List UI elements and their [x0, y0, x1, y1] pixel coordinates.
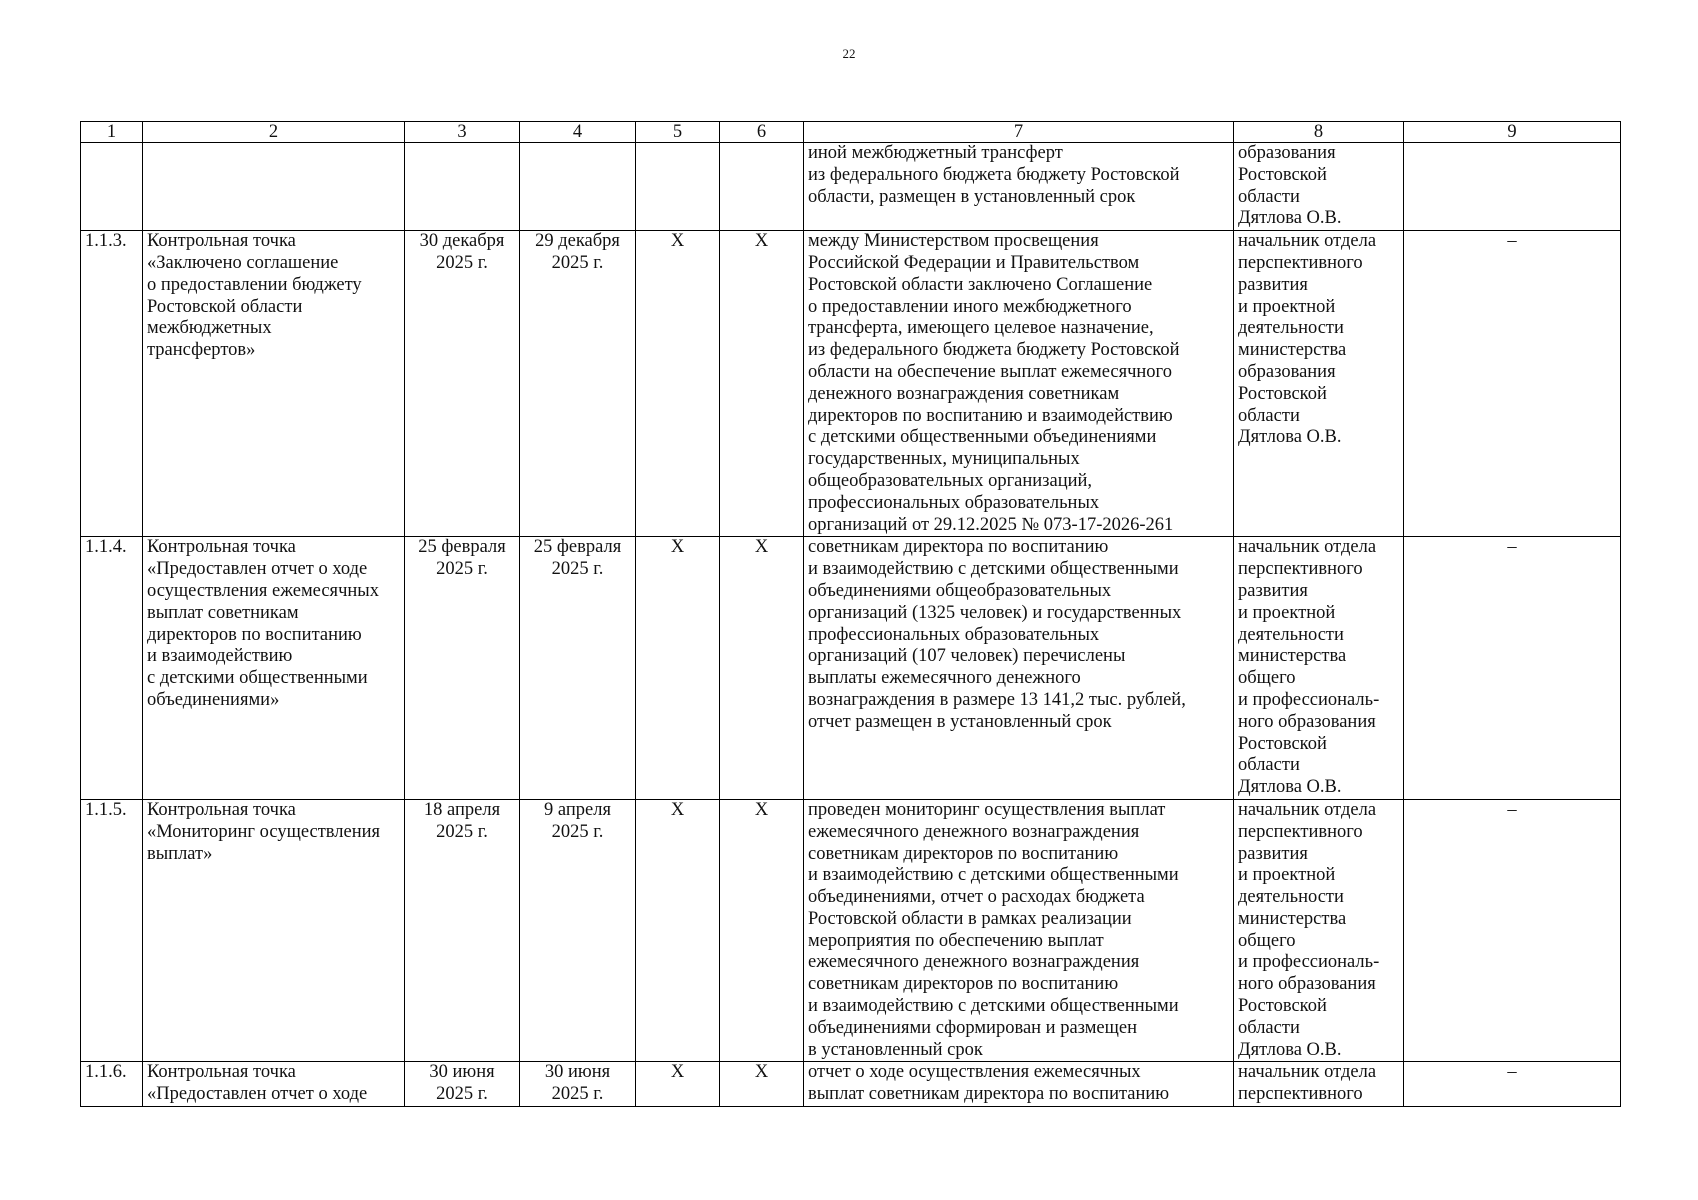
column-header: 2 [143, 122, 405, 143]
result-text: проведен мониторинг осуществления выплат ежемесячного денежного вознаграждения советникам директоров по воспитанию и взаимодействию с детскими общественными объединениями, отчет о расходах бюджета Ростовской области в рамках реализации мероприятия по обеспечению выплат ежемесячного денежного вознаграждения советникам директоров по воспитанию и взаимодействию с детскими общественными объединениями сформирован и размещен в установленный срок [804, 799, 1234, 1062]
plan-date: 30 декабря 2025 г. [405, 231, 520, 537]
fact-date: 29 декабря 2025 г. [520, 231, 636, 537]
control-point-name: Контрольная точка «Мониторинг осуществления выплат» [143, 799, 405, 1062]
table-row [81, 143, 1621, 231]
table-row [81, 799, 1621, 1062]
column-header: 3 [405, 122, 520, 143]
column-header: 9 [1404, 122, 1621, 143]
table-row [81, 231, 1621, 537]
column-header: 6 [720, 122, 804, 143]
column-header: 1 [81, 122, 143, 143]
plan-date: 25 февраля 2025 г. [405, 537, 520, 800]
column-6-value: X [720, 231, 804, 537]
column-header: 5 [636, 122, 720, 143]
responsible-person: начальник отдела перспективного [1234, 1062, 1404, 1107]
control-point-name: Контрольная точка «Заключено соглашение о предоставлении бюджету Ростовской области межбюджетных трансфертов» [143, 231, 405, 537]
table-row [81, 1062, 1621, 1107]
column-header: 7 [804, 122, 1234, 143]
row-number: 1.1.5. [81, 799, 143, 1062]
note: – [1404, 231, 1621, 537]
note: – [1404, 799, 1621, 1062]
column-header: 4 [520, 122, 636, 143]
column-6-value: X [720, 537, 804, 800]
control-point-name: Контрольная точка «Предоставлен отчет о ходе осуществления ежемесячных выплат советникам директоров по воспитанию и взаимодействию с детскими общественными объединениями» [143, 537, 405, 800]
plan-date [405, 143, 520, 231]
note: – [1404, 537, 1621, 800]
page-number: 22 [842, 46, 856, 61]
column-6-value: X [720, 1062, 804, 1107]
fact-date: 9 апреля 2025 г. [520, 799, 636, 1062]
responsible-person: начальник отдела перспективного развития и проектной деятельности министерства общего и профессиональ- ного образования Ростовской области Дятлова О.В. [1234, 799, 1404, 1062]
column-5-value [636, 143, 720, 231]
note: – [1404, 1062, 1621, 1107]
control-point-name: Контрольная точка «Предоставлен отчет о ходе [143, 1062, 405, 1107]
result-text: между Министерством просвещения Российской Федерации и Правительством Ростовской области заключено Соглашение о предоставлении иного межбюджетного трансферта, имеющего целевое назначение, из федерального бюджета бюджету Ростовской области на обеспечение выплат ежемесячного денежного вознаграждения советникам директоров по воспитанию и взаимодействию с детскими общественными объединениями государственных, муниципальных общеобразовательных организаций, профессиональных образовательных организаций от 29.12.2025 № 073-17-2026-261 [804, 231, 1234, 537]
fact-date: 30 июня 2025 г. [520, 1062, 636, 1107]
plan-date: 30 июня 2025 г. [405, 1062, 520, 1107]
fact-date [520, 143, 636, 231]
note [1404, 143, 1621, 231]
column-5-value: X [636, 537, 720, 800]
control-point-name [143, 143, 405, 231]
column-header: 8 [1234, 122, 1404, 143]
plan-date: 18 апреля 2025 г. [405, 799, 520, 1062]
row-number [81, 143, 143, 231]
responsible-person: начальник отдела перспективного развития и проектной деятельности министерства образования Ростовской области Дятлова О.В. [1234, 231, 1404, 537]
table-row [81, 537, 1621, 800]
responsible-person: начальник отдела перспективного развития и проектной деятельности министерства общего и профессиональ- ного образования Ростовской области Дятлова О.В. [1234, 537, 1404, 800]
report-table [80, 121, 1621, 1107]
row-number: 1.1.6. [81, 1062, 143, 1107]
column-6-value [720, 143, 804, 231]
column-5-value: X [636, 231, 720, 537]
column-5-value: X [636, 1062, 720, 1107]
result-text: иной межбюджетный трансферт из федерального бюджета бюджету Ростовской области, размещен в установленный срок [804, 143, 1234, 231]
table-header-row [81, 122, 1621, 143]
row-number: 1.1.4. [81, 537, 143, 800]
column-6-value: X [720, 799, 804, 1062]
result-text: советникам директора по воспитанию и взаимодействию с детскими общественными объединениями общеобразовательных организаций (1325 человек) и государственных профессиональных образовательных организаций (107 человек) перечислены выплаты ежемесячного денежного вознаграждения в размере 13 141,2 тыс. рублей, отчет размещен в установленный срок [804, 537, 1234, 800]
responsible-person: образования Ростовской области Дятлова О.В. [1234, 143, 1404, 231]
column-5-value: X [636, 799, 720, 1062]
fact-date: 25 февраля 2025 г. [520, 537, 636, 800]
result-text: отчет о ходе осуществления ежемесячных выплат советникам директора по воспитанию [804, 1062, 1234, 1107]
row-number: 1.1.3. [81, 231, 143, 537]
